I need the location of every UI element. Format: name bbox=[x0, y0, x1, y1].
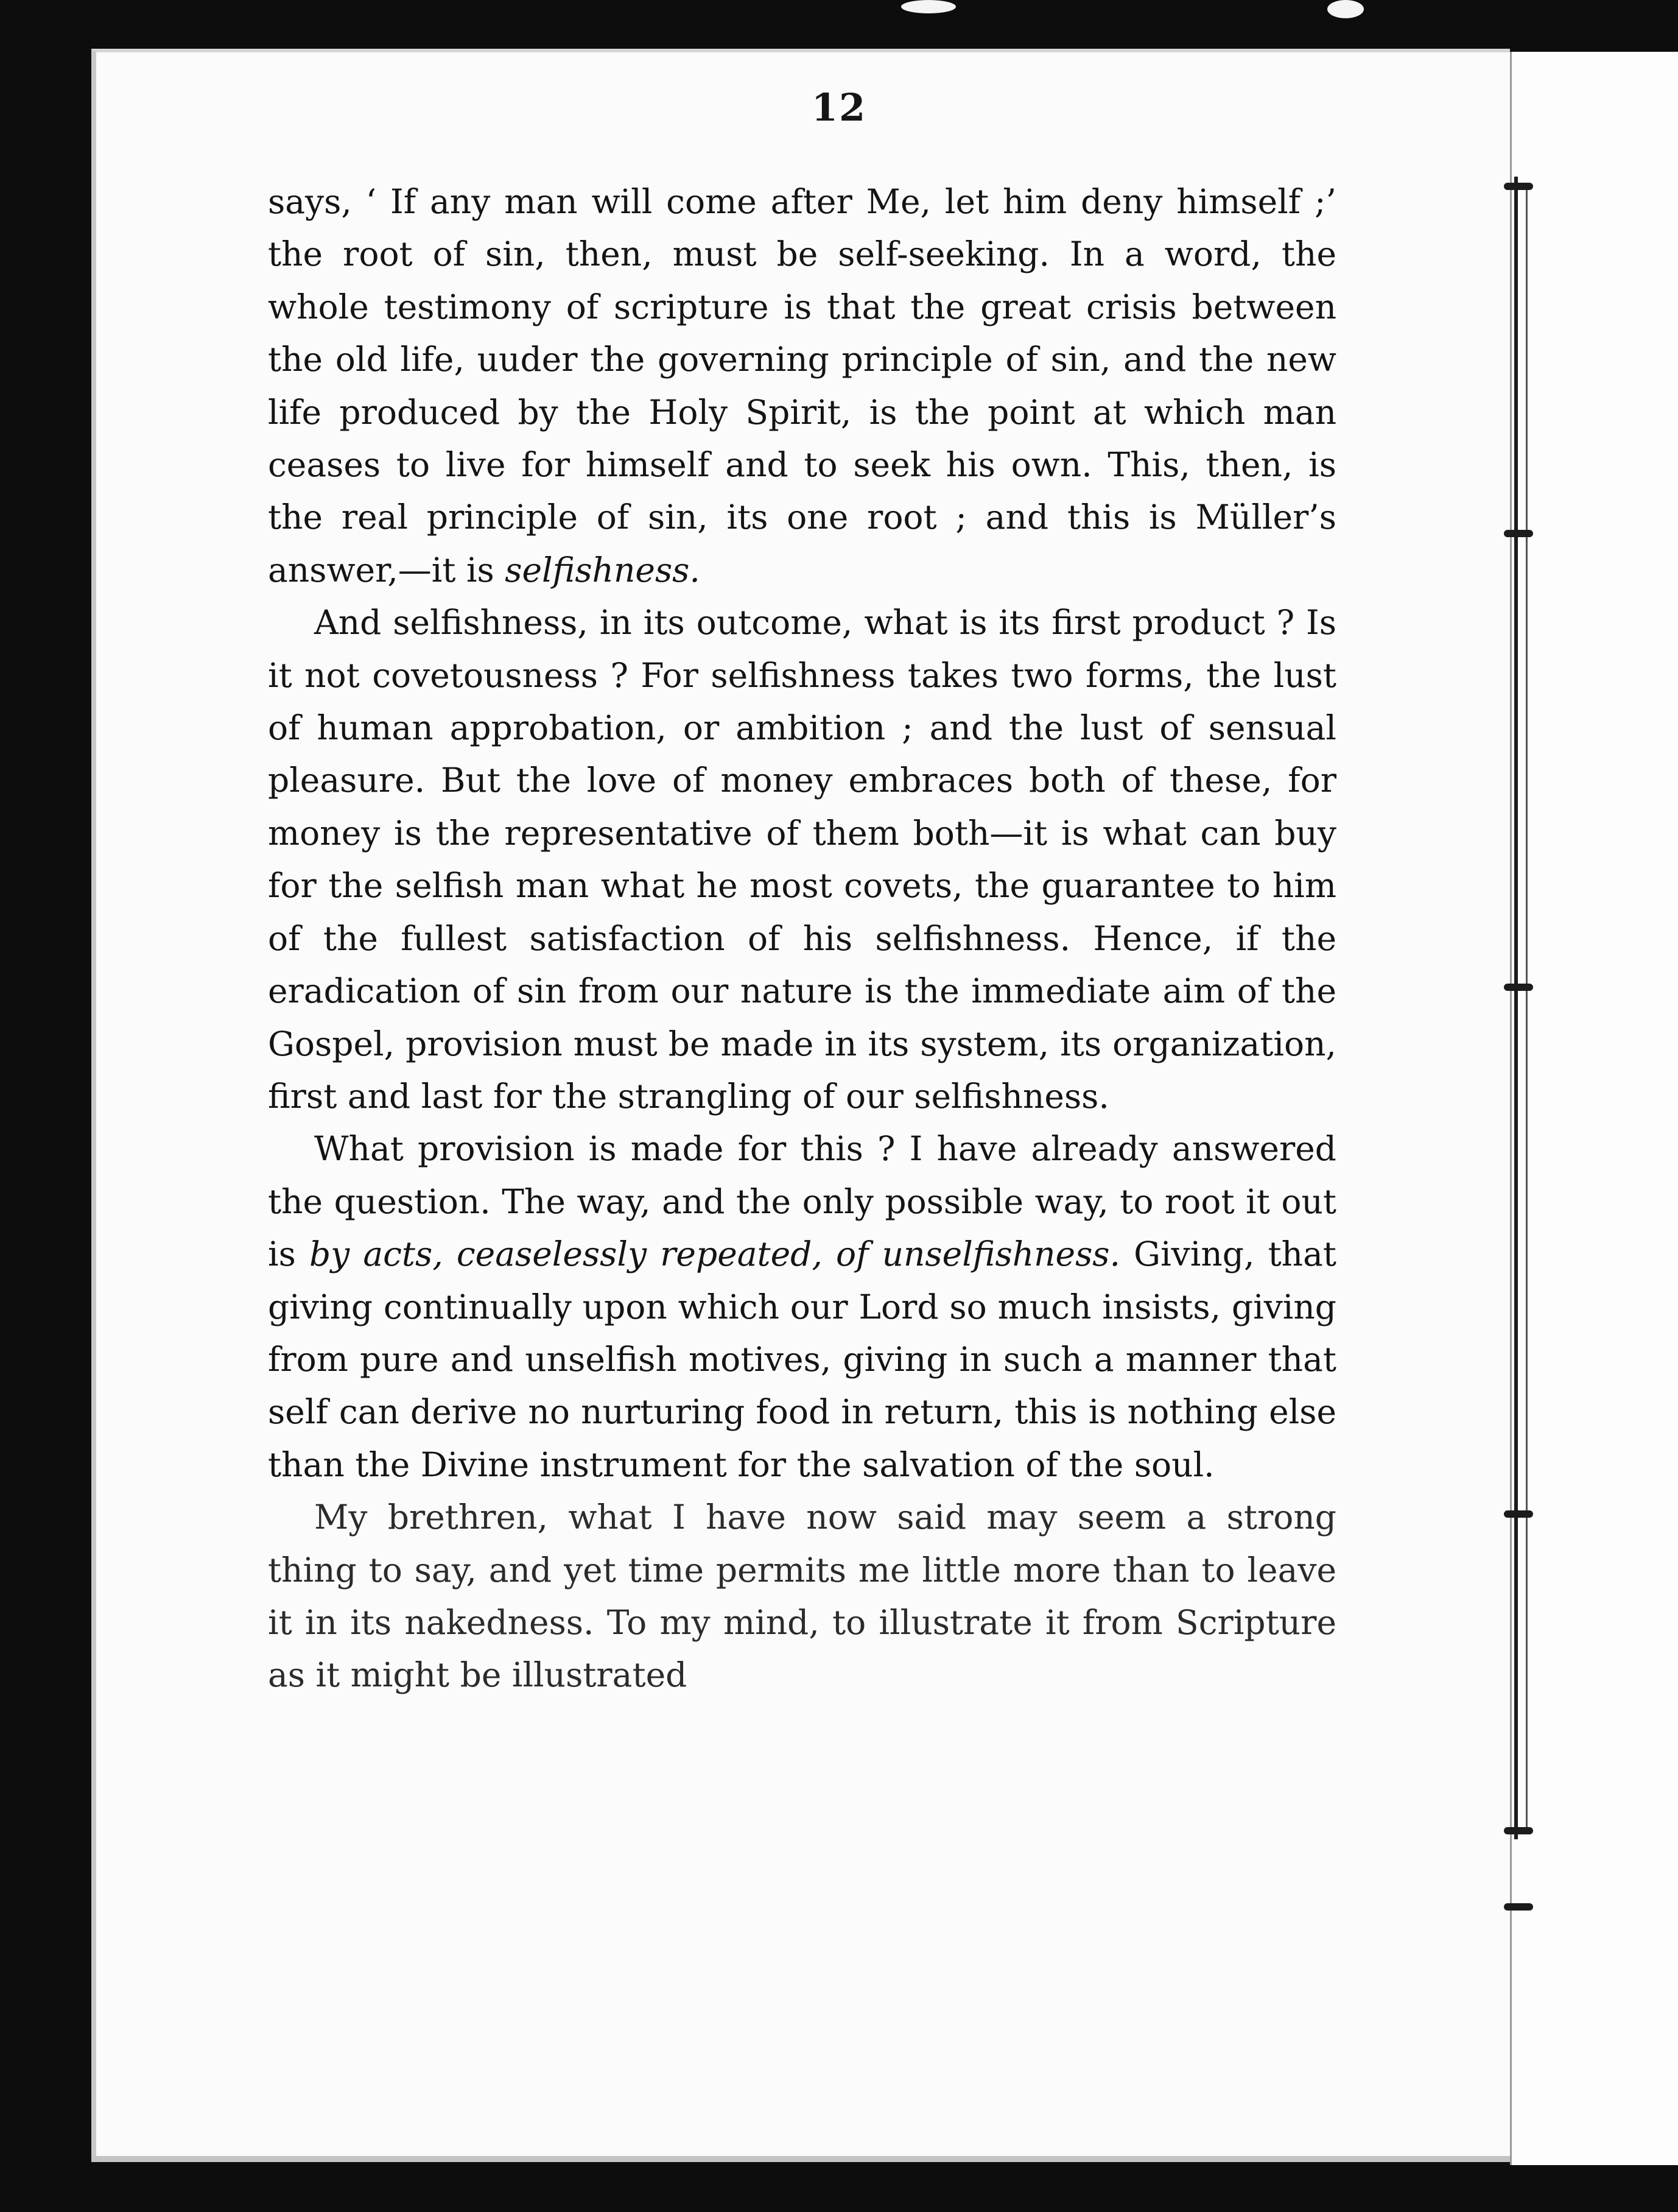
facing-page-edge bbox=[1510, 52, 1678, 2165]
top-smudge bbox=[1327, 0, 1364, 18]
binding-stitch bbox=[1504, 1903, 1533, 1911]
italic-text-run: by acts, ceaselessly repeated, of unselfishness. bbox=[309, 1235, 1121, 1274]
text-run: What provision is made for this ? I have already answered the question. The way, and the only possible way, to root it out is bbox=[268, 1129, 1336, 1274]
binding-thread-shadow bbox=[1526, 183, 1528, 1827]
binding-thread bbox=[1514, 177, 1518, 1839]
page-bottom-edge bbox=[91, 2156, 1510, 2162]
text-run: And selfishness, in its outcome, what is its first product ? Is it not covetousness ? For selfishness takes two forms, the lust of human approbation, or ambition ; and the lust of sensual pleasure. But the love of money embraces both of these, for money is the representative of them both—it is what can buy for the selfish man what he most covets, the guarantee to him of the fullest satisfaction of his selfishness. Hence, if the eradication of sin from our nature is the immediate aim of the Gospel, provision must be made in its system, its organization, first and last for the strangling of our selfishness. bbox=[268, 603, 1336, 1116]
body-text bbox=[268, 175, 1336, 1702]
italic-text-run: selfishness. bbox=[505, 550, 700, 590]
page-number: 12 bbox=[811, 85, 867, 130]
binding-stitch bbox=[1504, 984, 1533, 991]
text-run: Giving, that giving continually upon which our Lord so much insists, giving from pure and unselfish motives, giving in such a manner that self can derive no nurturing food in return, this is nothing else than the Divine instrument for the salvation of the soul. bbox=[268, 1235, 1336, 1484]
paragraph bbox=[268, 596, 1336, 1122]
paragraph bbox=[268, 175, 1336, 596]
paragraph bbox=[268, 1491, 1336, 1702]
binding-stitch bbox=[1504, 183, 1533, 190]
top-smudge bbox=[901, 0, 956, 13]
binding-stitch bbox=[1504, 1827, 1533, 1834]
paragraph bbox=[268, 1122, 1336, 1491]
binding-stitch bbox=[1504, 530, 1533, 537]
text-run: says, ‘ If any man will come after Me, let him deny himself ;’ the root of sin, then, must be self-seeking. In a word, the whole testimony of scripture is that the great crisis between the old life, uuder the governing principle of sin, and the new life produced by the Holy Spirit, is the point at which man ceases to live for himself and to seek his own. This, then, is the real principle of sin, its one root ; and this is Müller’s answer,—it is bbox=[268, 182, 1336, 590]
text-run: My brethren, what I have now said may seem a strong thing to say, and yet time permits me little more than to leave it in its nakedness. To my mind, to illustrate it from Scripture as it might be illustrated bbox=[268, 1498, 1336, 1695]
binding-stitch bbox=[1504, 1510, 1533, 1518]
